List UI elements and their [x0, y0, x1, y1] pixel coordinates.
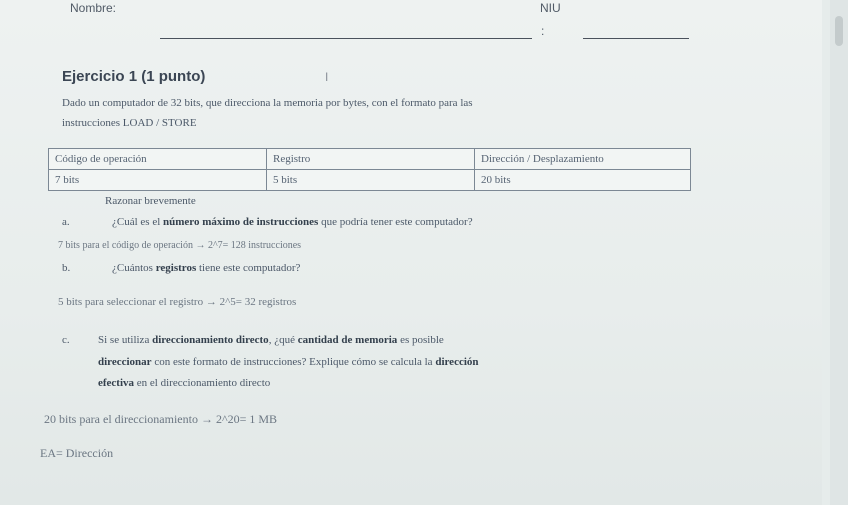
niu-underline: [583, 38, 689, 39]
reason-note: Razonar brevemente: [105, 195, 196, 207]
niu-colon: :: [541, 24, 545, 38]
intro-line-2: instrucciones LOAD / STORE: [62, 117, 197, 129]
table-row: [49, 170, 691, 191]
table-cell: 5 bits: [267, 170, 475, 191]
question-b-marker: b.: [62, 262, 71, 274]
scrollbar-thumb[interactable]: [835, 16, 843, 46]
table-cell: 20 bits: [475, 170, 691, 191]
table-header-cell: Registro: [267, 149, 475, 170]
table-header-row: [49, 149, 691, 170]
question-a-marker: a.: [62, 216, 70, 228]
vertical-scrollbar[interactable]: [830, 0, 848, 505]
answer-c-1: 20 bits para el direccionamiento → 2^20= 1 MB: [44, 412, 278, 426]
exercise-title: Ejercicio 1 (1 punto): [62, 68, 206, 85]
text-cursor-icon: I: [325, 70, 329, 84]
intro-line-1: Dado un computador de 32 bits, que direcciona la memoria por bytes, con el formato para las: [62, 97, 473, 109]
question-c-line-2: direccionar con este formato de instrucciones? Explique cómo se calcula la dirección: [98, 356, 479, 368]
question-b-text: ¿Cuántos registros tiene este computador?: [112, 262, 301, 274]
question-c-line-1: Si se utiliza direccionamiento directo, ¿qué cantidad de memoria es posible: [98, 334, 444, 346]
question-a-text: ¿Cuál es el número máximo de instrucciones que podría tener este computador?: [112, 216, 473, 228]
answer-a: 7 bits para el código de operación → 2^7= 128 instrucciones: [58, 240, 302, 251]
answer-c-2: EA= Dirección: [40, 446, 114, 460]
table-cell: 7 bits: [49, 170, 267, 191]
nombre-label: Nombre:: [70, 1, 117, 15]
question-c-line-3: efectiva en el direccionamiento directo: [98, 377, 271, 389]
answer-b: 5 bits para seleccionar el registro → 2^5= 32 registros: [58, 296, 297, 308]
niu-label: NIU: [540, 1, 561, 15]
nombre-underline: [160, 38, 532, 39]
instruction-format-table: [48, 148, 691, 191]
table-header-cell: Código de operación: [49, 149, 267, 170]
table-header-cell: Dirección / Desplazamiento: [475, 149, 691, 170]
question-c-marker: c.: [62, 334, 70, 346]
